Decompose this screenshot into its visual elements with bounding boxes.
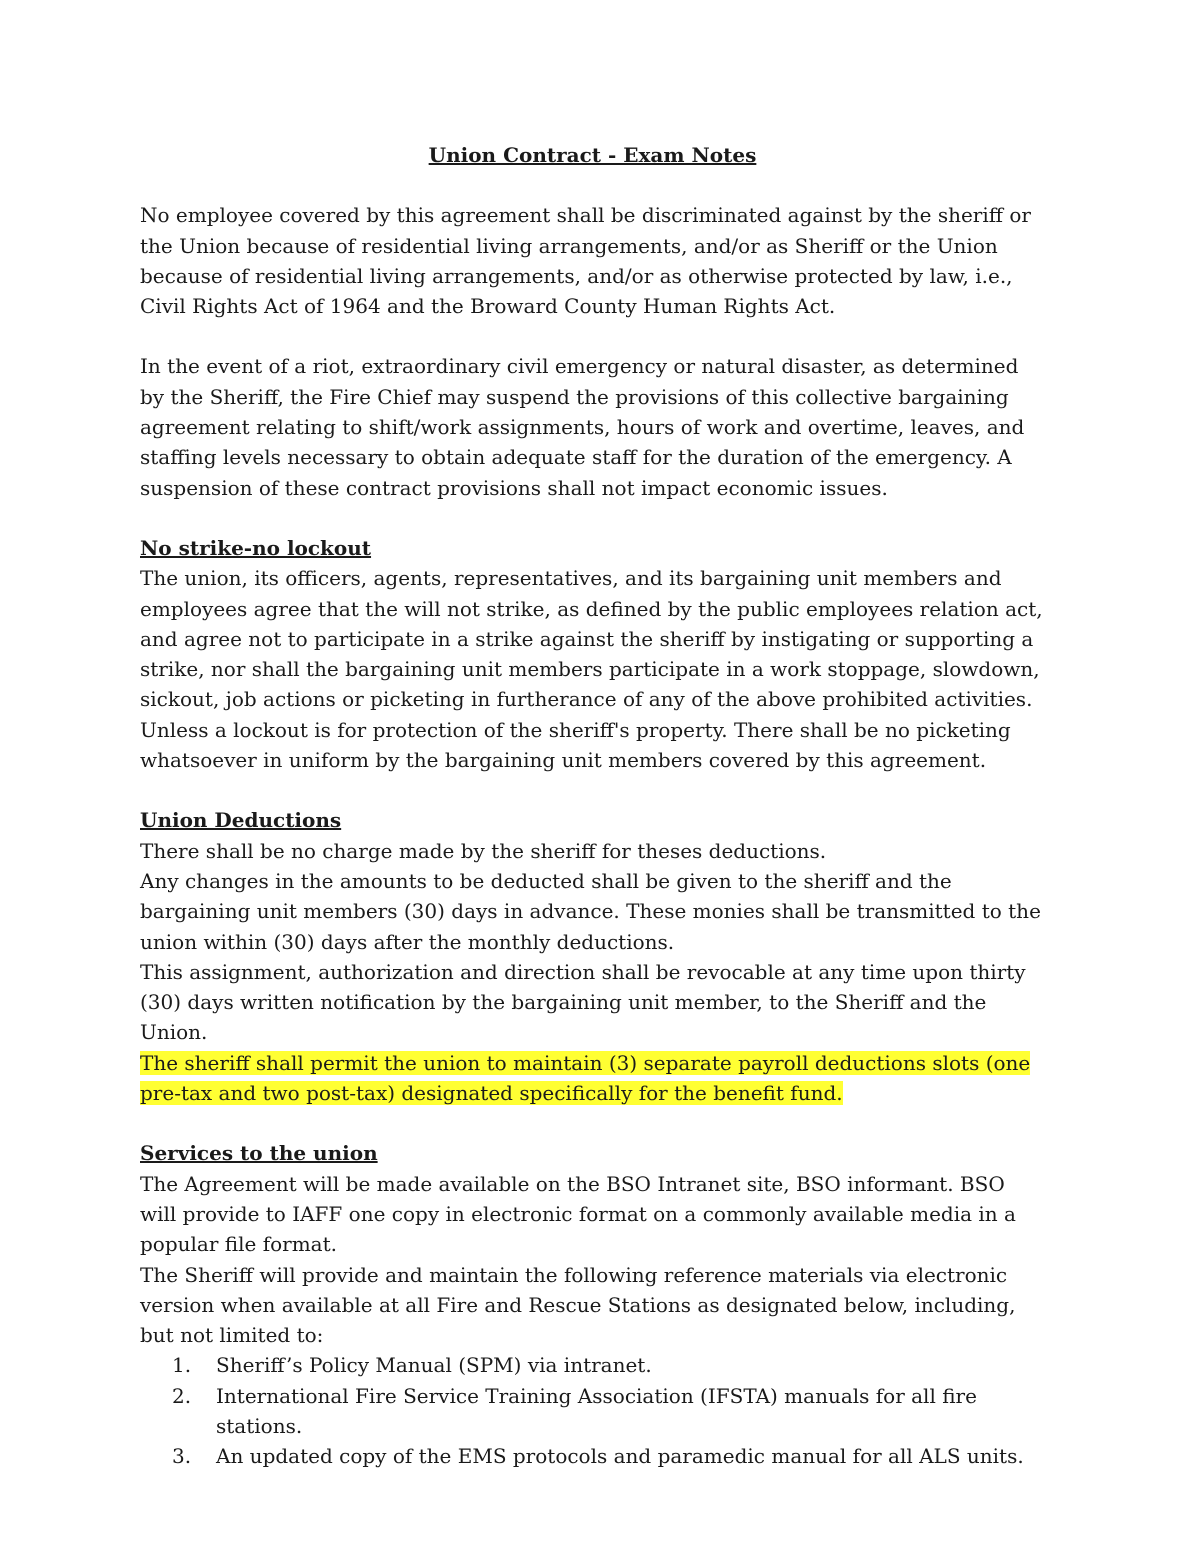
section-heading-services: Services to the union — [140, 1141, 378, 1166]
section-text-no-strike: The union, its officers, agents, representatives, and its bargaining unit members and employees agree that the will not strike, as defined by the public employees relation act, and agree not to participate in a strike against the sheriff by instigating or supporting a strike, nor shall the bargaining unit members participate in a work stoppage, slowdown, sickout, job actions or picketing in furtherance of any of the above prohibited activities. Unless a lockout is for protection of the sheriff's property. There shall be no picketing whatsoever in uniform by the bargaining unit members covered by this agreement. — [140, 566, 1043, 773]
section-heading-no-strike: No strike-no lockout — [140, 535, 372, 560]
services-line-reference: The Sheriff will provide and maintain the following reference materials via electronic version when available at all Fire and Rescue Stations as designated below, including, but not limited to: — [140, 1262, 1016, 1348]
list-item-number: 1. — [172, 1353, 192, 1378]
highlighted-text: The sheriff shall permit the union to maintain (3) separate payroll deductions slots (one pre-tax and two post-tax) designated specifically for the benefit fund. — [140, 1050, 1031, 1106]
list-item-number: 2. — [172, 1383, 192, 1408]
deductions-line-changes: Any changes in the amounts to be deducted shall be given to the sheriff and the bargaining unit members (30) days in advance. These monies shall be transmitted to the union within (30) days after the monthly deductions. — [140, 868, 1041, 954]
list-item-text: Sheriff’s Policy Manual (SPM) via intranet. — [216, 1353, 652, 1378]
section-heading-union-deductions: Union Deductions — [140, 808, 342, 833]
list-item — [140, 1350, 1045, 1380]
list-item — [140, 1441, 1045, 1471]
document-title: Union Contract - Exam Notes — [428, 143, 757, 167]
services-line-agreement: The Agreement will be made available on the BSO Intranet site, BSO informant. BSO will provide to IAFF one copy in electronic format on a commonly available media in a popular file format. — [140, 1171, 1016, 1257]
reference-materials-list — [140, 1350, 1045, 1471]
deductions-line-highlighted — [140, 1048, 1045, 1109]
section-services — [140, 1138, 1045, 1471]
document-page — [140, 140, 1045, 1502]
list-item-text: International Fire Service Training Association (IFSTA) manuals for all fire stations. — [216, 1383, 977, 1438]
intro-paragraph-emergency: In the event of a riot, extraordinary civil emergency or natural disaster, as determined by the Sheriff, the Fire Chief may suspend the provisions of this collective bargaining agreement relating to shift/work assignments, hours of work and overtime, leaves, and staffing levels necessary to obtain adequate staff for the duration of the emergency. A suspension of these contract provisions shall not impact economic issues. — [140, 354, 1025, 500]
deductions-line-no-charge: There shall be no charge made by the sheriff for theses deductions. — [140, 838, 827, 863]
deductions-line-revocable-b: (30) days written notification by the bargaining unit member, to the Sheriff and the Union. — [140, 990, 987, 1045]
list-item — [140, 1381, 1045, 1442]
section-union-deductions — [140, 805, 1045, 1108]
deductions-line-revocable-a: This assignment, authorization and direction shall be revocable at any time upon thirty — [140, 959, 1026, 984]
intro-paragraph-discrimination: No employee covered by this agreement shall be discriminated against by the sheriff or the Union because of residential living arrangements, and/or as Sheriff or the Union because of residential living arrangements, and/or as otherwise protected by law, i.e., Civil Rights Act of 1964 and the Broward County Human Rights Act. — [140, 203, 1031, 319]
list-item-text: An updated copy of the EMS protocols and paramedic manual for all ALS units. — [216, 1444, 1024, 1469]
section-no-strike — [140, 533, 1045, 775]
list-item-number: 3. — [172, 1444, 192, 1469]
